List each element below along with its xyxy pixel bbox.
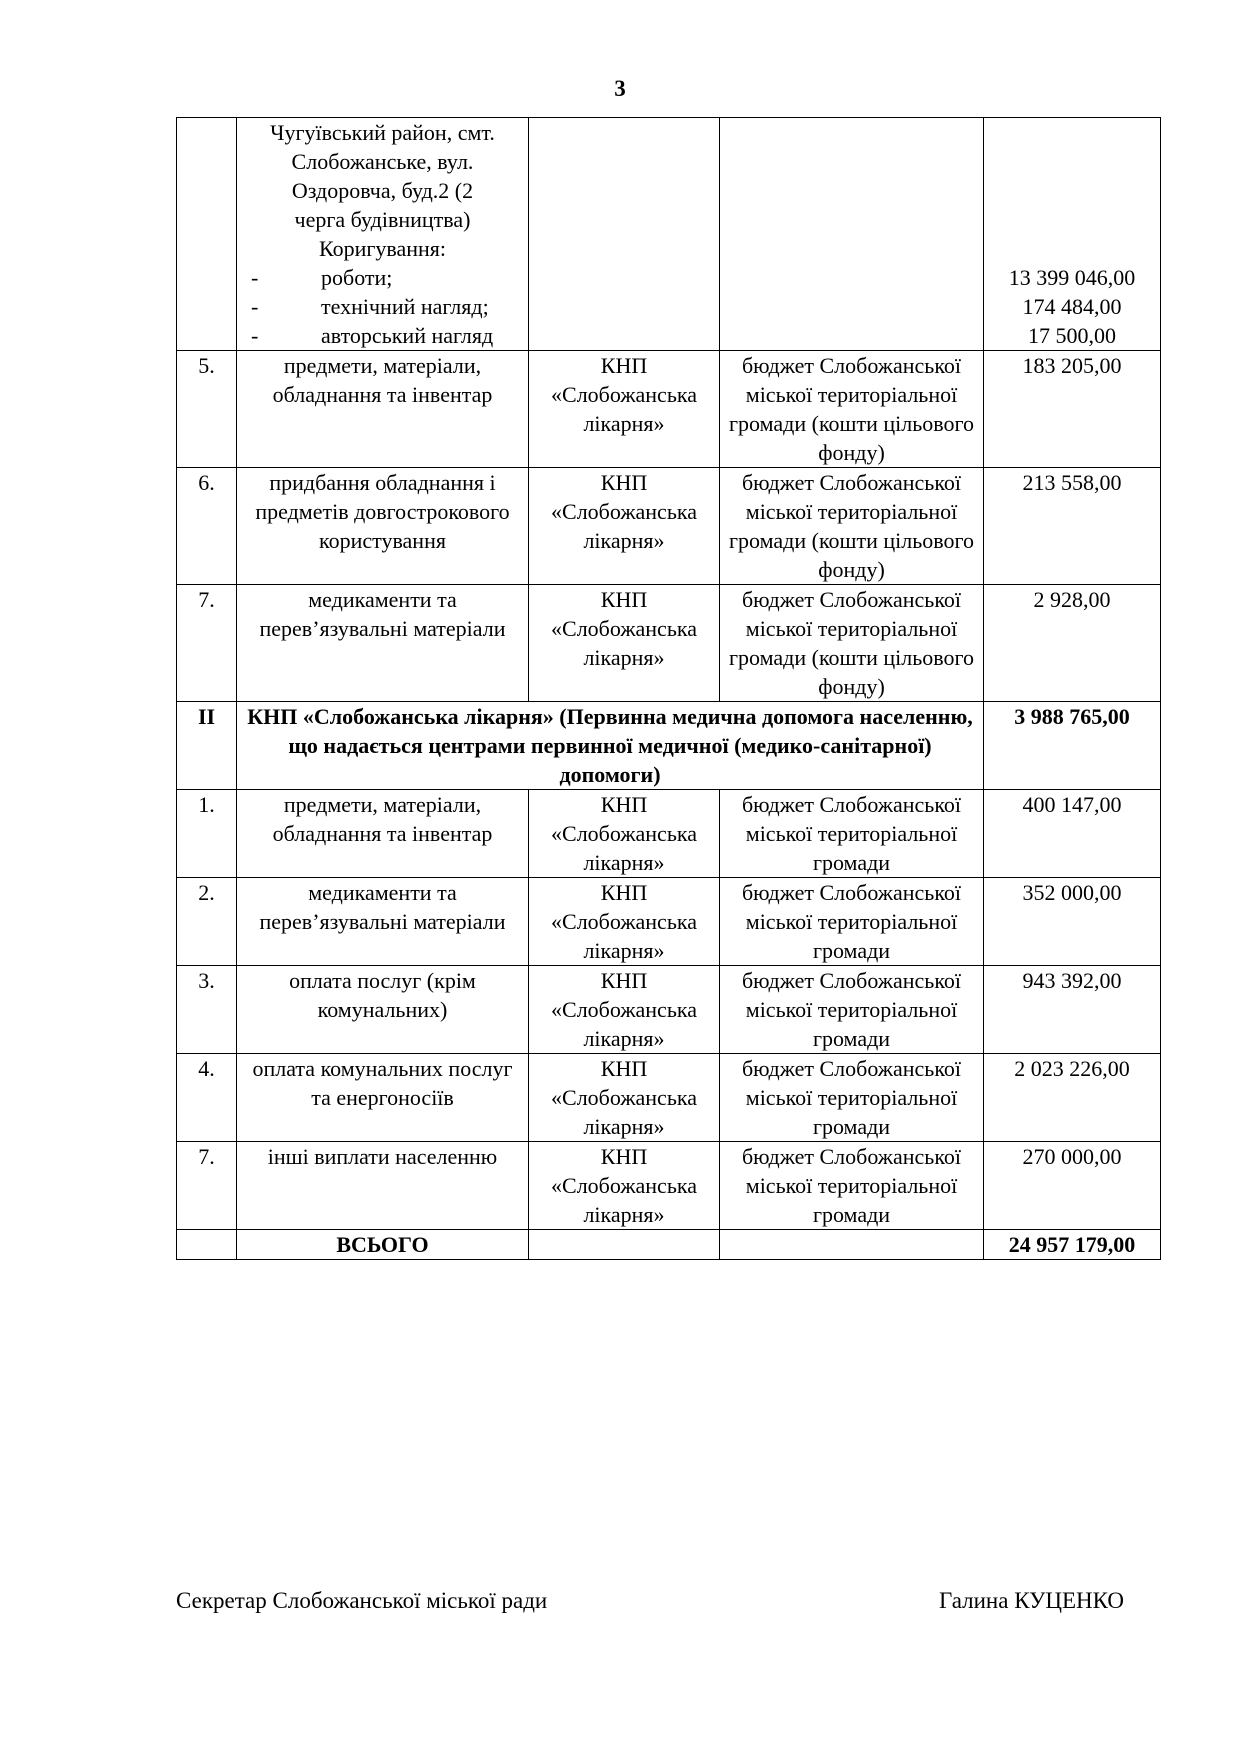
row-organization: КНП «Слобожанська лікарня»	[529, 790, 720, 878]
row-number: 6.	[177, 468, 237, 585]
dash: -	[251, 265, 259, 290]
row-organization: КНП «Слобожанська лікарня»	[529, 351, 720, 468]
address-line: Коригування:	[318, 236, 446, 261]
row-funding-source: бюджет Слобожанської міської територіальної громади	[720, 790, 984, 878]
total-amount: 24 957 179,00	[984, 1230, 1161, 1260]
row-number: 4.	[177, 1054, 237, 1142]
section-number: ІІ	[177, 702, 237, 790]
row-organization: КНП «Слобожанська лікарня»	[529, 1054, 720, 1142]
row-amount: 943 392,00	[984, 966, 1161, 1054]
row-number: 5.	[177, 351, 237, 468]
section-title: КНП «Слобожанська лікарня» (Первинна медична допомога населенню, що надається центрами первинної медичної (медико-санітарної) допомоги)	[237, 702, 984, 790]
row-funding-source: бюджет Слобожанської міської територіальної громади	[720, 966, 984, 1054]
address-line: Слобожанське, вул.	[291, 149, 474, 174]
amount-cell	[984, 118, 1161, 351]
row-description: оплата комунальних послуг та енергоносіїв	[237, 1054, 529, 1142]
amount-value: 17 500,00	[1028, 323, 1116, 348]
org-cell	[529, 1230, 720, 1260]
item-text: роботи;	[321, 265, 393, 290]
row-description: оплата послуг (крім комунальних)	[237, 966, 529, 1054]
item-text: авторський нагляд	[321, 323, 494, 348]
table-row	[177, 966, 1161, 1054]
row-description: предмети, матеріали, обладнання та інвентар	[237, 790, 529, 878]
row-organization: КНП «Слобожанська лікарня»	[529, 878, 720, 966]
row-organization: КНП «Слобожанська лікарня»	[529, 966, 720, 1054]
table-row	[177, 585, 1161, 702]
row-description: медикаменти та перев’язувальні матеріали	[237, 585, 529, 702]
row-number: 7.	[177, 585, 237, 702]
signature-name: Галина КУЦЕНКО	[939, 1588, 1124, 1613]
table-row-continuation	[177, 118, 1161, 351]
row-funding-source: бюджет Слобожанської міської територіальної громади	[720, 878, 984, 966]
row-amount: 270 000,00	[984, 1142, 1161, 1230]
desc-cell	[237, 118, 529, 351]
item-line	[241, 263, 524, 292]
address-line: черга будівництва)	[294, 207, 471, 232]
row-description: придбання обладнання і предметів довгострокового користування	[237, 468, 529, 585]
row-amount: 183 205,00	[984, 351, 1161, 468]
table-row	[177, 351, 1161, 468]
row-amount: 400 147,00	[984, 790, 1161, 878]
source-cell	[720, 1230, 984, 1260]
amount-value: 13 399 046,00	[1008, 265, 1136, 290]
row-number: 2.	[177, 878, 237, 966]
signature-position: Секретар Слобожанської міської ради	[176, 1588, 548, 1613]
row-organization: КНП «Слобожанська лікарня»	[529, 468, 720, 585]
table-row	[177, 468, 1161, 585]
source-cell	[720, 118, 984, 351]
signature-block	[176, 1588, 1124, 1614]
dash: -	[251, 294, 259, 319]
row-amount: 213 558,00	[984, 468, 1161, 585]
row-amount: 2 023 226,00	[984, 1054, 1161, 1142]
table-row	[177, 1054, 1161, 1142]
org-cell	[529, 118, 720, 351]
item-text: технічний нагляд;	[321, 294, 489, 319]
section-header-row	[177, 702, 1161, 790]
item-line	[241, 292, 524, 321]
row-amount: 352 000,00	[984, 878, 1161, 966]
total-row	[177, 1230, 1161, 1260]
num-cell	[177, 118, 237, 351]
row-number: 1.	[177, 790, 237, 878]
address-line: Чугуївський район, смт.	[270, 120, 495, 145]
row-funding-source: бюджет Слобожанської міської територіальної громади (кошти цільового фонду)	[720, 351, 984, 468]
row-funding-source: бюджет Слобожанської міської територіальної громади (кошти цільового фонду)	[720, 585, 984, 702]
table-row	[177, 790, 1161, 878]
row-organization: КНП «Слобожанська лікарня»	[529, 1142, 720, 1230]
row-number: 3.	[177, 966, 237, 1054]
amount-value: 174 484,00	[1022, 294, 1122, 319]
budget-table	[176, 117, 1161, 1260]
section-amount: 3 988 765,00	[984, 702, 1161, 790]
item-line	[241, 321, 524, 350]
num-cell	[177, 1230, 237, 1260]
total-label: ВСЬОГО	[237, 1230, 529, 1260]
page-number: 3	[614, 76, 626, 101]
dash: -	[251, 323, 259, 348]
row-funding-source: бюджет Слобожанської міської територіальної громади	[720, 1142, 984, 1230]
table-row	[177, 878, 1161, 966]
row-organization: КНП «Слобожанська лікарня»	[529, 585, 720, 702]
row-funding-source: бюджет Слобожанської міської територіальної громади	[720, 1054, 984, 1142]
row-description: інші виплати населенню	[237, 1142, 529, 1230]
row-description: медикаменти та перев’язувальні матеріали	[237, 878, 529, 966]
row-description: предмети, матеріали, обладнання та інвентар	[237, 351, 529, 468]
row-amount: 2 928,00	[984, 585, 1161, 702]
address-line: Оздоровча, буд.2 (2	[291, 178, 474, 203]
row-number: 7.	[177, 1142, 237, 1230]
table-row	[177, 1142, 1161, 1230]
row-funding-source: бюджет Слобожанської міської територіальної громади (кошти цільового фонду)	[720, 468, 984, 585]
